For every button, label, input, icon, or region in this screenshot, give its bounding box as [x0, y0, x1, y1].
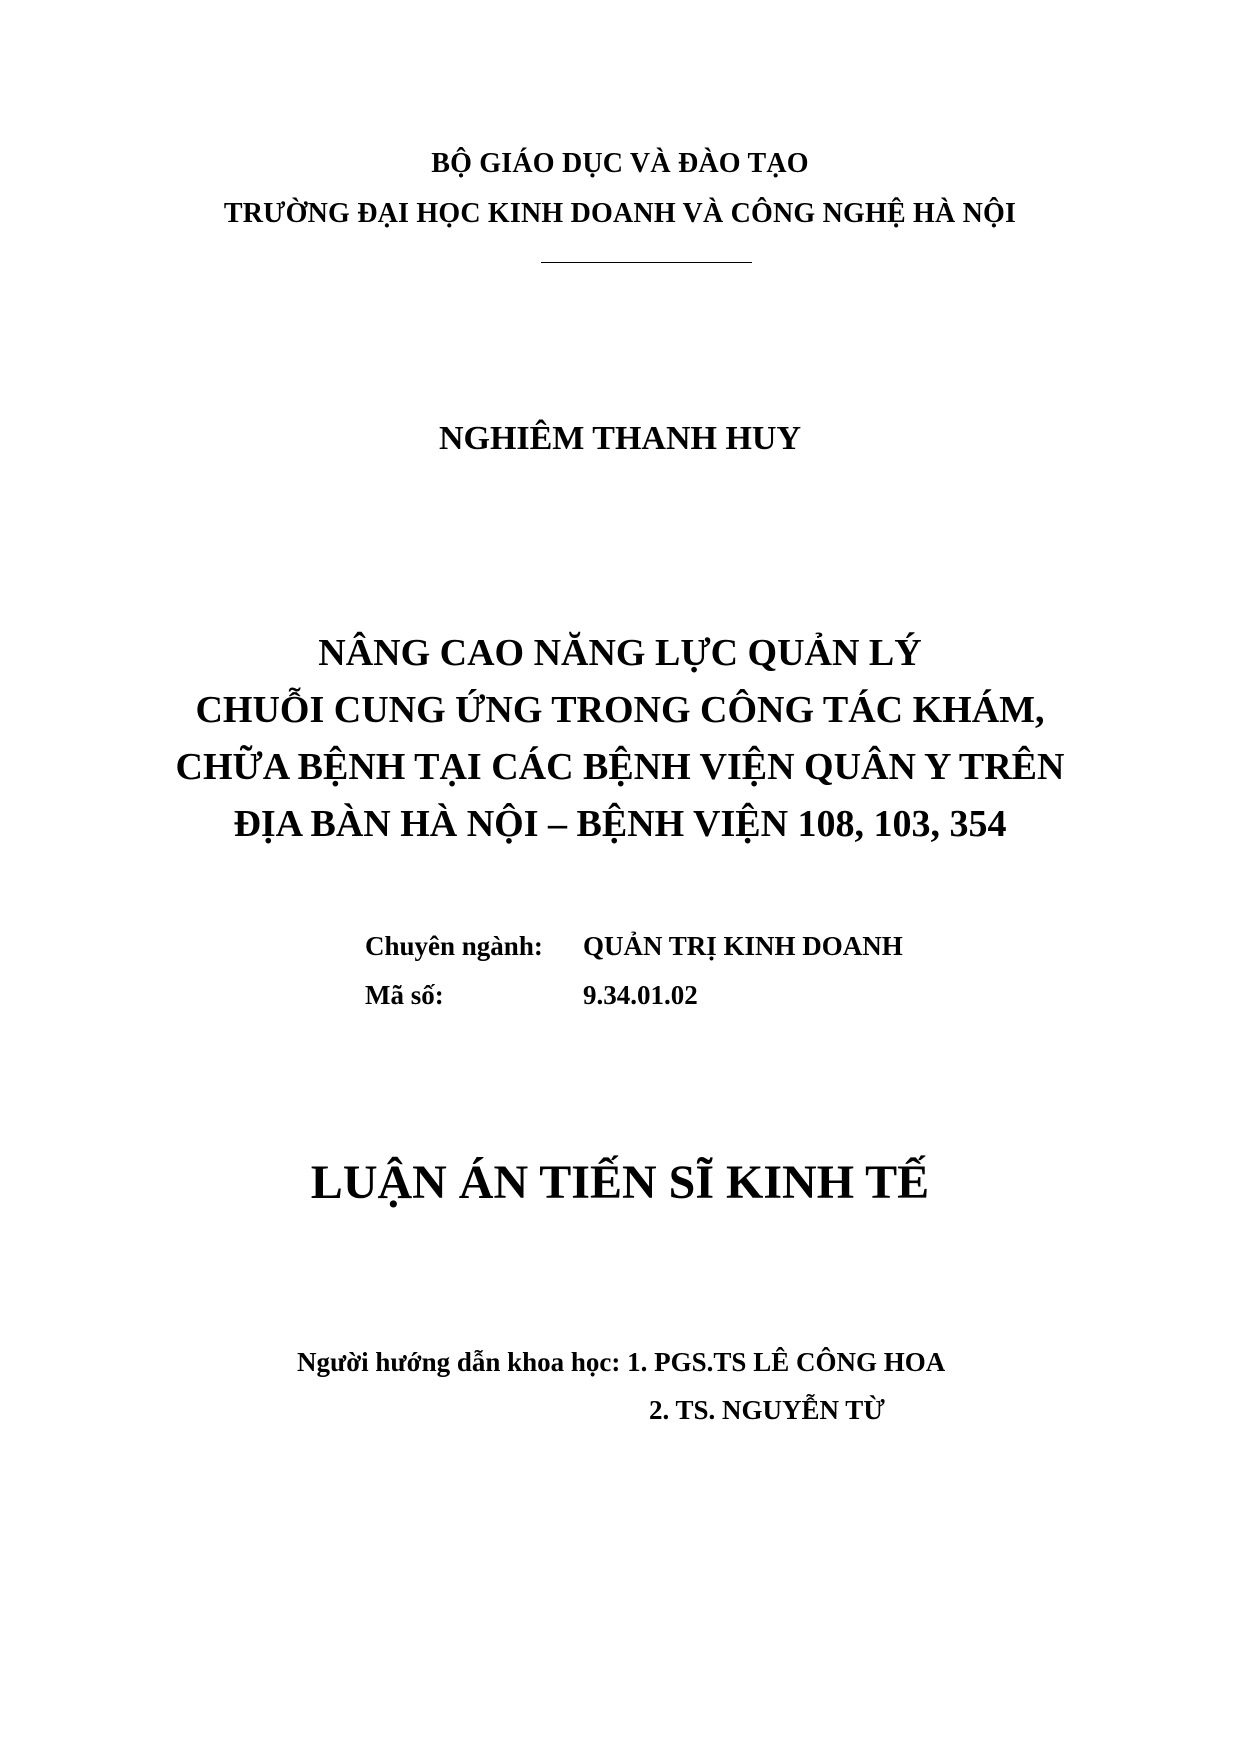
advisor-first: 1. PGS.TS LÊ CÔNG HOA: [627, 1347, 946, 1377]
thesis-title-line-4: ĐỊA BÀN HÀ NỘI – BỆNH VIỆN 108, 103, 354: [233, 803, 1007, 845]
advisors-label: Người hướng dẫn khoa học:: [297, 1347, 621, 1377]
ministry-name: BỘ GIÁO DỤC VÀ ĐÀO TẠO: [431, 148, 809, 179]
advisors: [297, 1338, 945, 1434]
major-value: QUẢN TRỊ KINH DOANH: [583, 931, 903, 961]
advisor-second: 2. TS. NGUYỄN TỪ: [649, 1395, 885, 1425]
degree-title: LUẬN ÁN TIẾN SĨ KINH TẾ: [310, 1156, 930, 1209]
thesis-title-line-2: CHUỖI CUNG ỨNG TRONG CÔNG TÁC KHÁM,: [195, 689, 1045, 731]
thesis-info: [365, 922, 903, 1020]
university-name: TRƯỜNG ĐẠI HỌC KINH DOANH VÀ CÔNG NGHỆ HÀ NỘI: [223, 198, 1017, 229]
advisor-indent: [297, 1386, 649, 1434]
thesis-title-line-1: NÂNG CAO NĂNG LỰC QUẢN LÝ: [318, 632, 922, 674]
code-value: 9.34.01.02: [583, 980, 698, 1010]
code-row: [365, 971, 903, 1020]
thesis-title-line-3: CHỮA BỆNH TẠI CÁC BỆNH VIỆN QUÂN Y TRÊN: [175, 746, 1065, 788]
advisor-row-2: [297, 1386, 945, 1434]
major-row: [365, 922, 903, 971]
advisor-row-1: [297, 1338, 945, 1386]
code-label: Mã số:: [365, 980, 444, 1010]
thesis-title: [0, 625, 1240, 853]
major-label: Chuyên ngành:: [365, 931, 543, 961]
author-name: NGHIÊM THANH HUY: [438, 420, 802, 457]
header-divider: [541, 262, 752, 263]
